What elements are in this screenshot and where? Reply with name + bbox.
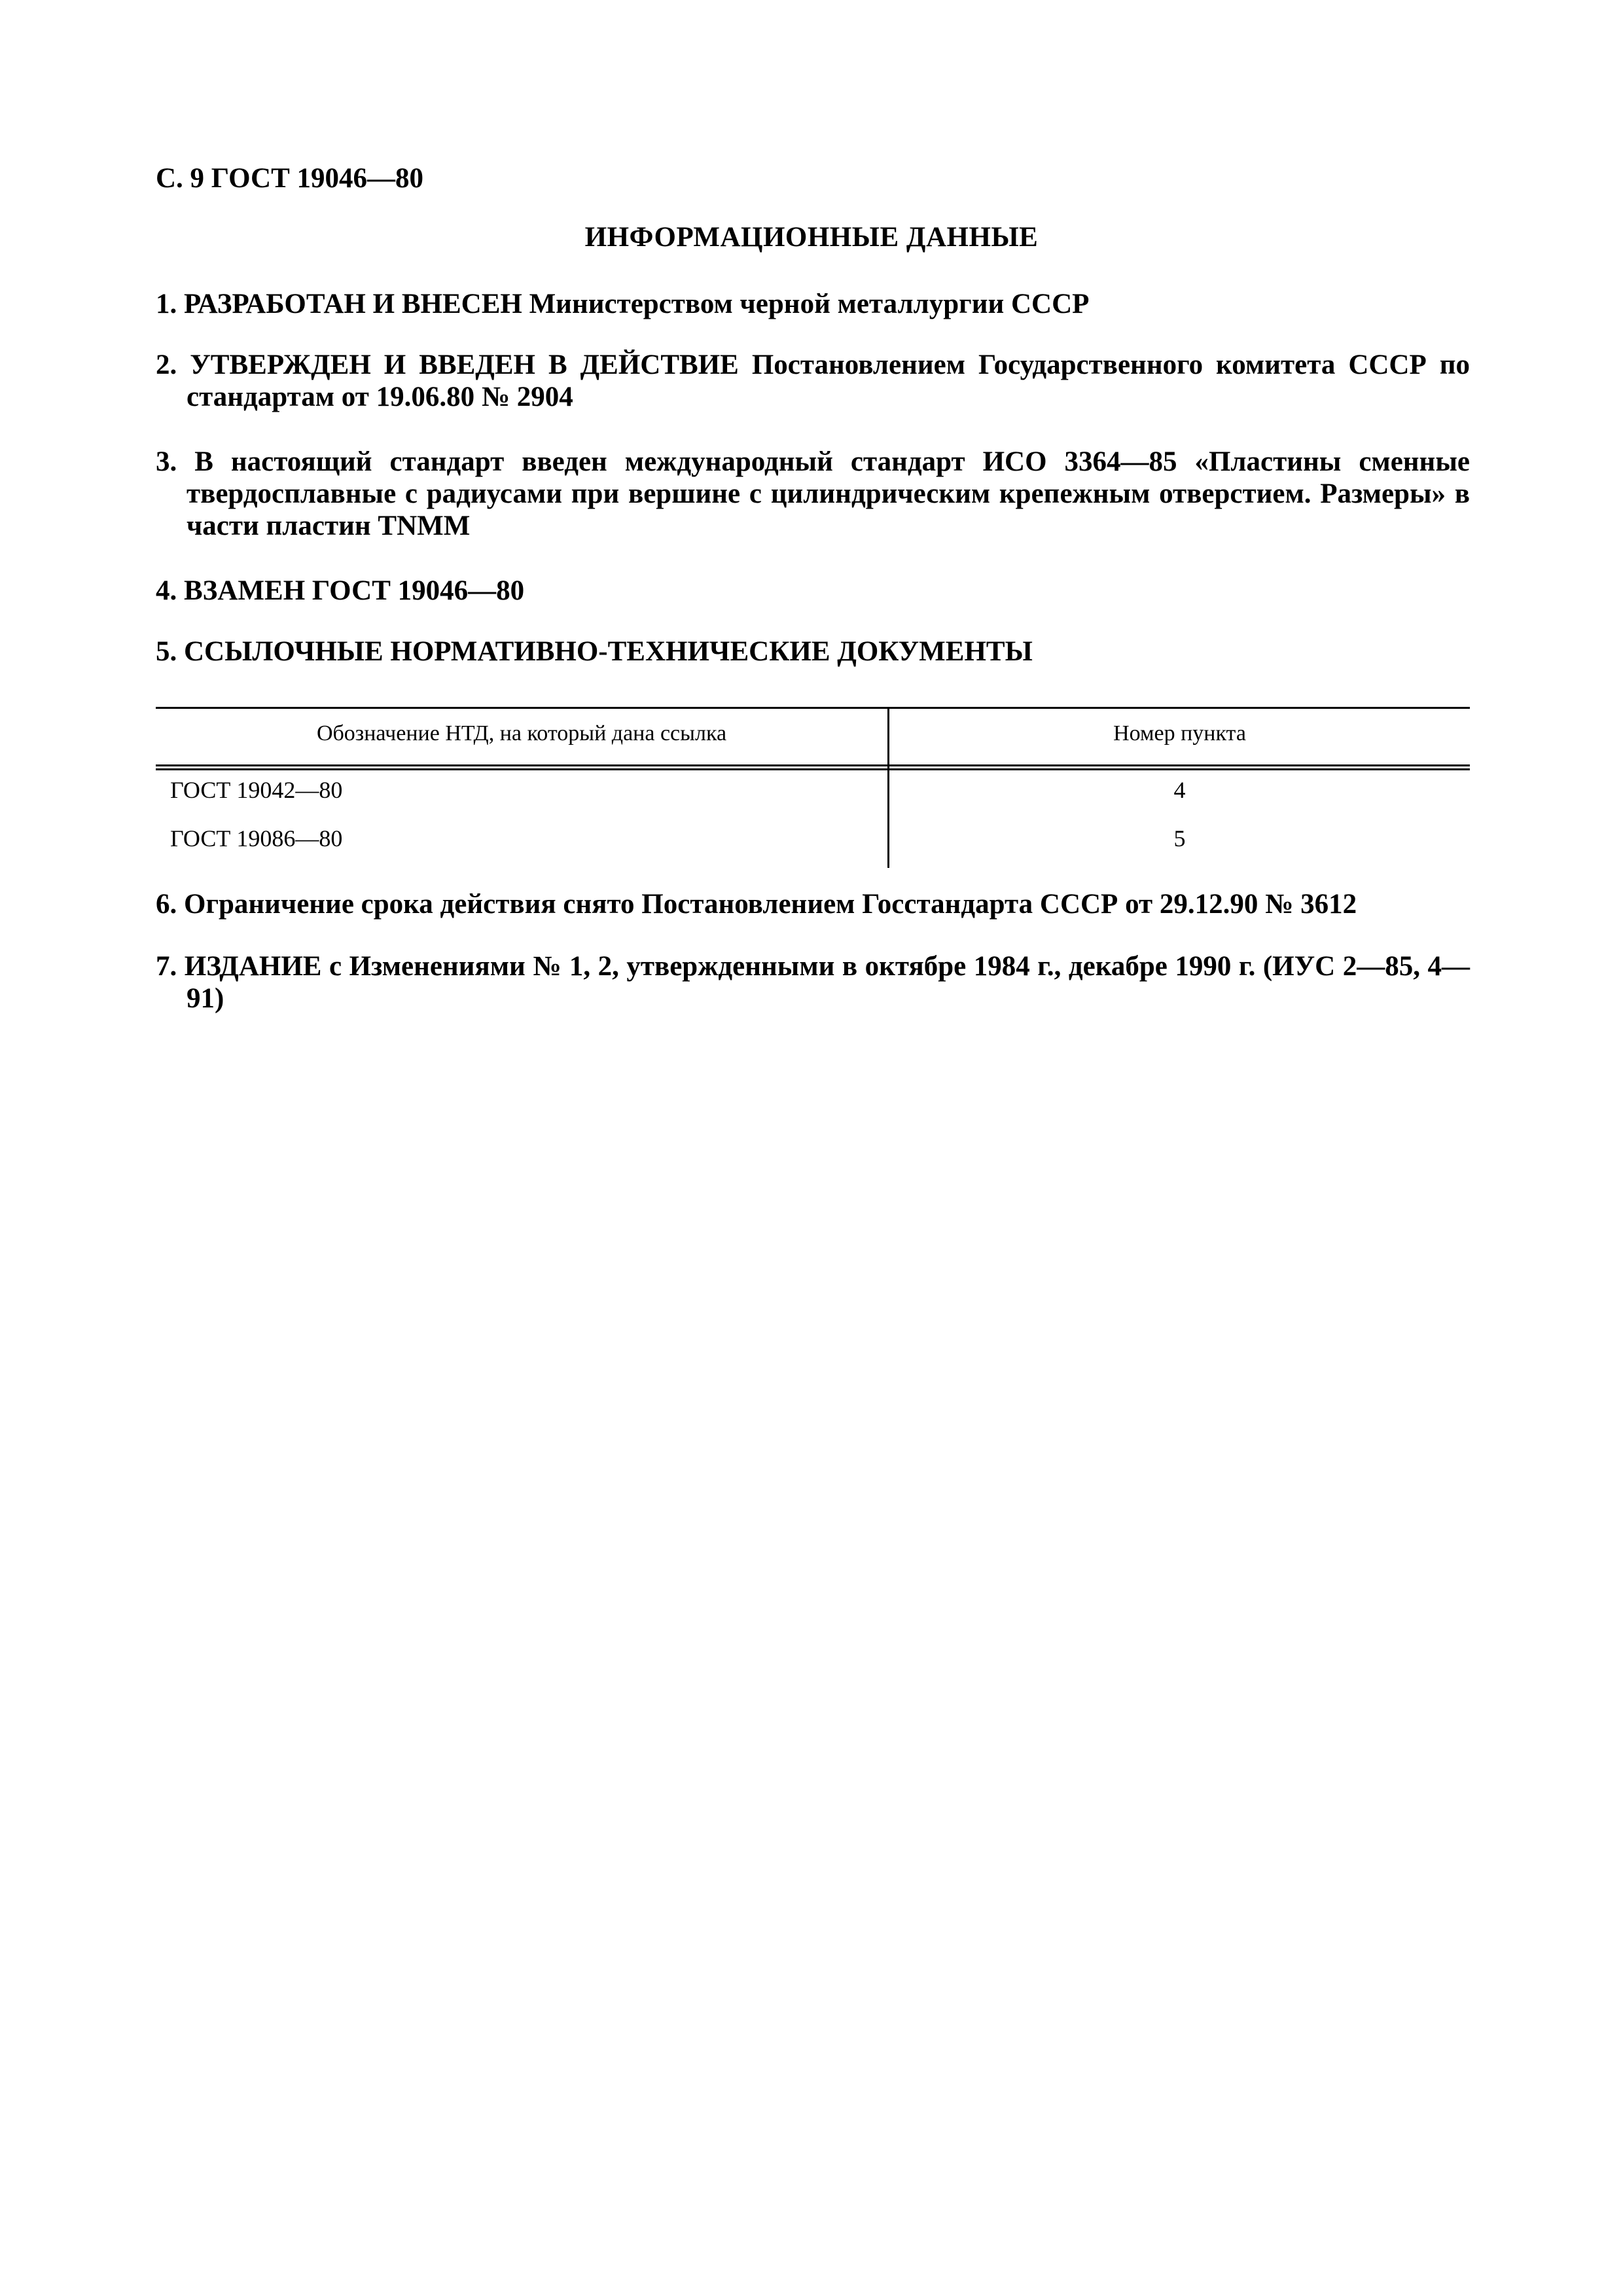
info-item-2-lead: 2. УТВЕРЖДЕН И ВВЕДЕН В ДЕЙСТВИЕ xyxy=(156,350,739,380)
info-item-2-text: Постановлением Государственного комитета СССР по стандартам от 19.06.80 № 2904 xyxy=(187,350,1471,412)
info-item-7 xyxy=(156,950,1470,1014)
table-header-document: Обозначение НТД, на который дана ссылка xyxy=(316,721,727,745)
table-row-2-clause: 5 xyxy=(1173,825,1186,852)
info-item-4 xyxy=(156,575,1470,607)
table-row-2-document: ГОСТ 19086—80 xyxy=(170,825,343,852)
info-item-5 xyxy=(156,636,1470,668)
reference-table xyxy=(156,707,1470,870)
table-header-clause: Номер пункта xyxy=(1113,721,1246,745)
info-item-6 xyxy=(156,888,1470,920)
info-item-3 xyxy=(156,446,1470,542)
info-item-3-text: ИСО 3364—85 «Пластины сменные твердосплавные с радиусами при вершине с цилиндрическим крепежным отверстием. Размеры» в части пластин TNMM xyxy=(187,446,1470,541)
info-item-5-lead: 5. ССЫЛОЧНЫЕ НОРМАТИВНО-ТЕХНИЧЕСКИЕ ДОКУМЕНТЫ xyxy=(156,636,1033,667)
table-row-1-document: ГОСТ 19042—80 xyxy=(170,777,343,803)
info-item-3-lead: 3. В настоящий стандарт введен международный стандарт xyxy=(156,446,965,477)
page-header: С. 9 ГОСТ 19046—80 xyxy=(156,163,424,194)
info-item-2 xyxy=(156,349,1470,413)
table-header-rule xyxy=(156,764,1470,770)
table-top-rule xyxy=(156,707,1470,709)
info-item-7-lead: 7. ИЗДАНИЕ xyxy=(156,951,322,982)
table-row-1-clause: 4 xyxy=(1173,777,1186,803)
info-item-1-lead: 1. РАЗРАБОТАН И ВНЕСЕН xyxy=(156,289,522,319)
info-item-1 xyxy=(156,288,1470,320)
info-item-7-text: с Изменениями № 1, 2, утвержденными в октябре 1984 г., декабре 1990 г. (ИУС 2—85, 4—91) xyxy=(187,951,1470,1014)
info-item-1-text: Министерством черной металлургии СССР xyxy=(522,289,1090,319)
info-item-4-lead: 4. ВЗАМЕН ГОСТ 19046—80 xyxy=(156,575,525,606)
page-title: ИНФОРМАЦИОННЫЕ ДАННЫЕ xyxy=(584,222,1039,253)
info-item-6-lead: 6. Ограничение срока действия снято Постановлением Госстандарта СССР от 29.12.90 № 3612 xyxy=(156,889,1357,920)
